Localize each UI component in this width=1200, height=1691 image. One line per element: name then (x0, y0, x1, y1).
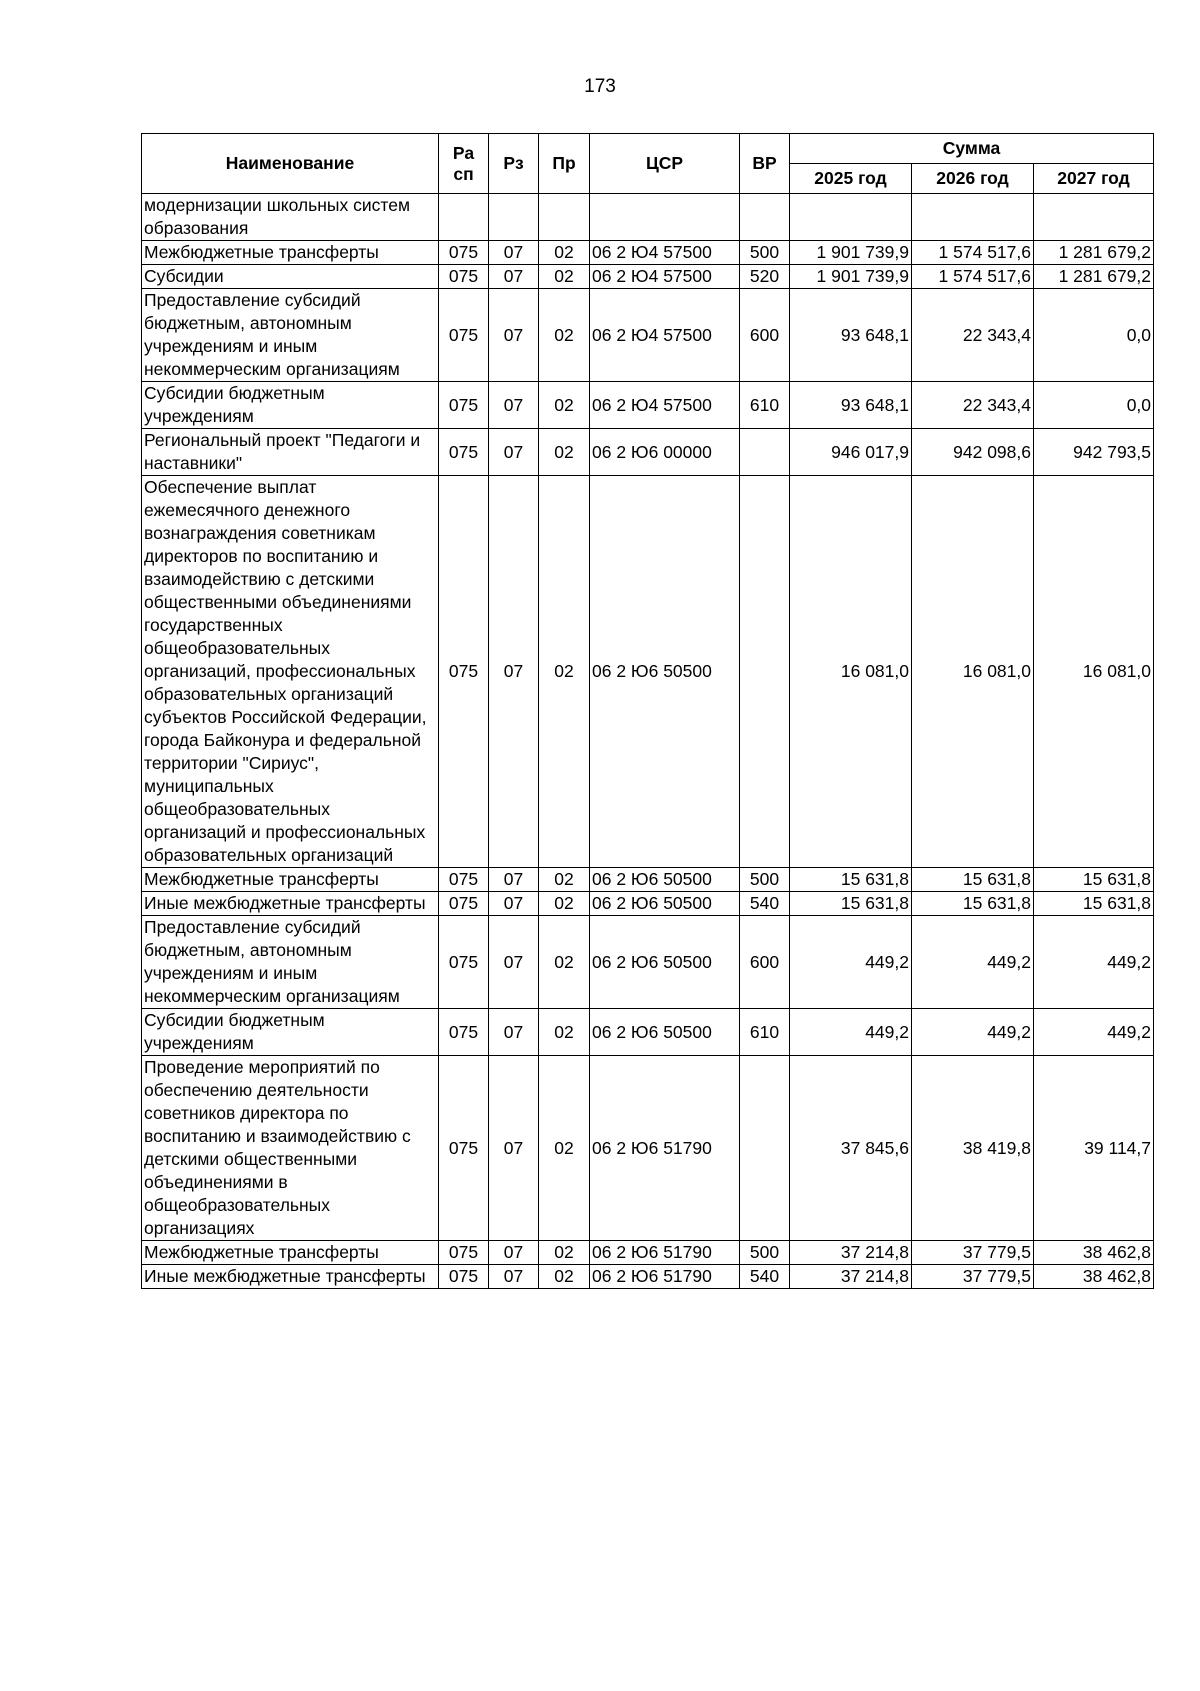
cell-vr: 500 (740, 241, 790, 265)
cell-vr: 500 (740, 868, 790, 892)
cell-name: Региональный проект "Педагоги и наставники" (142, 429, 439, 476)
cell-amount-2026: 1 574 517,6 (912, 265, 1034, 289)
cell-rasp: 075 (439, 241, 489, 265)
cell-rz: 07 (489, 241, 539, 265)
cell-vr (740, 429, 790, 476)
table-row (142, 241, 1154, 265)
table-row (142, 1009, 1154, 1056)
cell-rasp: 075 (439, 868, 489, 892)
header-pr: Пр (539, 134, 590, 194)
cell-csr: 06 2 Ю4 57500 (590, 289, 740, 382)
cell-amount-2025: 1 901 739,9 (790, 241, 912, 265)
cell-amount-2025: 449,2 (790, 1009, 912, 1056)
cell-amount-2025: 16 081,0 (790, 476, 912, 868)
header-year-2026: 2026 год (912, 164, 1034, 194)
cell-vr: 610 (740, 1009, 790, 1056)
cell-amount-2027: 16 081,0 (1034, 476, 1154, 868)
cell-csr (590, 194, 740, 241)
cell-amount-2025: 1 901 739,9 (790, 265, 912, 289)
cell-rz: 07 (489, 289, 539, 382)
cell-csr: 06 2 Ю6 51790 (590, 1056, 740, 1241)
cell-rasp: 075 (439, 1265, 489, 1289)
cell-amount-2026: 37 779,5 (912, 1241, 1034, 1265)
cell-amount-2027: 15 631,8 (1034, 892, 1154, 916)
cell-rz: 07 (489, 892, 539, 916)
cell-name: Предоставление субсидий бюджетным, автономным учреждениям и иным некоммерческим организациям (142, 916, 439, 1009)
cell-amount-2025: 37 214,8 (790, 1265, 912, 1289)
table-row (142, 868, 1154, 892)
cell-pr: 02 (539, 868, 590, 892)
cell-pr: 02 (539, 289, 590, 382)
cell-amount-2027: 39 114,7 (1034, 1056, 1154, 1241)
cell-name: Субсидии бюджетным учреждениям (142, 382, 439, 429)
cell-amount-2026: 22 343,4 (912, 382, 1034, 429)
cell-vr: 520 (740, 265, 790, 289)
cell-vr (740, 476, 790, 868)
cell-pr (539, 194, 590, 241)
cell-rz: 07 (489, 916, 539, 1009)
cell-amount-2026: 37 779,5 (912, 1265, 1034, 1289)
cell-amount-2027: 38 462,8 (1034, 1265, 1154, 1289)
cell-amount-2027: 449,2 (1034, 916, 1154, 1009)
cell-rz: 07 (489, 1009, 539, 1056)
header-rasp: Ра сп (439, 134, 489, 194)
cell-rasp: 075 (439, 1241, 489, 1265)
cell-amount-2027: 0,0 (1034, 382, 1154, 429)
cell-rz: 07 (489, 265, 539, 289)
cell-rz (489, 194, 539, 241)
cell-csr: 06 2 Ю6 50500 (590, 892, 740, 916)
cell-rasp: 075 (439, 1056, 489, 1241)
cell-amount-2026: 942 098,6 (912, 429, 1034, 476)
header-year-2027: 2027 год (1034, 164, 1154, 194)
cell-vr (740, 194, 790, 241)
cell-amount-2026: 15 631,8 (912, 892, 1034, 916)
header-name: Наименование (142, 134, 439, 194)
table-body (142, 194, 1154, 1289)
cell-rz: 07 (489, 382, 539, 429)
table-row (142, 916, 1154, 1009)
cell-rasp: 075 (439, 476, 489, 868)
cell-amount-2027: 15 631,8 (1034, 868, 1154, 892)
cell-amount-2027 (1034, 194, 1154, 241)
cell-name: Проведение мероприятий по обеспечению деятельности советников директора по воспитанию и взаимодействию с детскими общественными объединениями в общеобразовательных организациях (142, 1056, 439, 1241)
cell-amount-2026: 1 574 517,6 (912, 241, 1034, 265)
cell-vr: 500 (740, 1241, 790, 1265)
cell-rz: 07 (489, 429, 539, 476)
cell-name: Субсидии бюджетным учреждениям (142, 1009, 439, 1056)
cell-csr: 06 2 Ю6 50500 (590, 476, 740, 868)
cell-amount-2025: 37 214,8 (790, 1241, 912, 1265)
table-row (142, 892, 1154, 916)
budget-table (141, 133, 1154, 1289)
cell-amount-2026 (912, 194, 1034, 241)
cell-amount-2027: 38 462,8 (1034, 1241, 1154, 1265)
table-row (142, 194, 1154, 241)
table-row (142, 382, 1154, 429)
cell-pr: 02 (539, 1241, 590, 1265)
cell-vr: 600 (740, 289, 790, 382)
cell-csr: 06 2 Ю4 57500 (590, 265, 740, 289)
cell-vr: 540 (740, 1265, 790, 1289)
cell-name: Предоставление субсидий бюджетным, автономным учреждениям и иным некоммерческим организациям (142, 289, 439, 382)
cell-amount-2026: 449,2 (912, 1009, 1034, 1056)
cell-name: Иные межбюджетные трансферты (142, 892, 439, 916)
cell-amount-2025: 15 631,8 (790, 892, 912, 916)
cell-vr: 540 (740, 892, 790, 916)
header-year-2025: 2025 год (790, 164, 912, 194)
cell-vr (740, 1056, 790, 1241)
cell-vr: 610 (740, 382, 790, 429)
table-row (142, 476, 1154, 868)
cell-amount-2025: 946 017,9 (790, 429, 912, 476)
cell-rz: 07 (489, 1265, 539, 1289)
header-vr: ВР (740, 134, 790, 194)
cell-pr: 02 (539, 1056, 590, 1241)
cell-rasp: 075 (439, 429, 489, 476)
cell-amount-2027: 1 281 679,2 (1034, 241, 1154, 265)
cell-amount-2027: 0,0 (1034, 289, 1154, 382)
cell-rasp: 075 (439, 382, 489, 429)
cell-pr: 02 (539, 916, 590, 1009)
cell-name: Субсидии (142, 265, 439, 289)
cell-name: Межбюджетные трансферты (142, 1241, 439, 1265)
cell-amount-2026: 15 631,8 (912, 868, 1034, 892)
cell-amount-2025: 449,2 (790, 916, 912, 1009)
cell-csr: 06 2 Ю6 51790 (590, 1265, 740, 1289)
cell-amount-2025: 15 631,8 (790, 868, 912, 892)
cell-amount-2025: 93 648,1 (790, 382, 912, 429)
cell-pr: 02 (539, 1009, 590, 1056)
cell-pr: 02 (539, 429, 590, 476)
header-sum: Сумма (790, 134, 1154, 164)
cell-pr: 02 (539, 241, 590, 265)
table-row (142, 1265, 1154, 1289)
cell-name: модернизации школьных систем образования (142, 194, 439, 241)
cell-pr: 02 (539, 265, 590, 289)
table-row (142, 1056, 1154, 1241)
cell-amount-2027: 1 281 679,2 (1034, 265, 1154, 289)
cell-name: Обеспечение выплат ежемесячного денежного вознаграждения советникам директоров по воспитанию и взаимодействию с детскими общественными объединениями государственных общеобразовательных организаций, профессиональных образовательных организаций субъектов Российской Федерации, города Байконура и федеральной территории "Сириус", муниципальных общеобразовательных организаций и профессиональных образовательных организаций (142, 476, 439, 868)
cell-amount-2026: 38 419,8 (912, 1056, 1034, 1241)
table-row (142, 265, 1154, 289)
cell-pr: 02 (539, 1265, 590, 1289)
cell-rz: 07 (489, 1241, 539, 1265)
cell-pr: 02 (539, 892, 590, 916)
cell-rasp: 075 (439, 1009, 489, 1056)
cell-rasp (439, 194, 489, 241)
cell-csr: 06 2 Ю6 00000 (590, 429, 740, 476)
cell-amount-2025: 37 845,6 (790, 1056, 912, 1241)
cell-rz: 07 (489, 476, 539, 868)
cell-csr: 06 2 Ю6 50500 (590, 868, 740, 892)
table-header (142, 134, 1154, 194)
cell-amount-2026: 16 081,0 (912, 476, 1034, 868)
cell-pr: 02 (539, 382, 590, 429)
cell-vr: 600 (740, 916, 790, 1009)
cell-pr: 02 (539, 476, 590, 868)
cell-name: Иные межбюджетные трансферты (142, 1265, 439, 1289)
cell-amount-2025 (790, 194, 912, 241)
page-number: 173 (584, 76, 616, 97)
header-csr: ЦСР (590, 134, 740, 194)
cell-amount-2027: 942 793,5 (1034, 429, 1154, 476)
table-row (142, 289, 1154, 382)
cell-rasp: 075 (439, 289, 489, 382)
table-row (142, 429, 1154, 476)
cell-rasp: 075 (439, 265, 489, 289)
cell-amount-2027: 449,2 (1034, 1009, 1154, 1056)
cell-amount-2025: 93 648,1 (790, 289, 912, 382)
cell-csr: 06 2 Ю6 50500 (590, 1009, 740, 1056)
cell-name: Межбюджетные трансферты (142, 241, 439, 265)
header-rz: Рз (489, 134, 539, 194)
cell-csr: 06 2 Ю4 57500 (590, 382, 740, 429)
cell-rz: 07 (489, 1056, 539, 1241)
cell-csr: 06 2 Ю4 57500 (590, 241, 740, 265)
cell-amount-2026: 449,2 (912, 916, 1034, 1009)
cell-amount-2026: 22 343,4 (912, 289, 1034, 382)
cell-name: Межбюджетные трансферты (142, 868, 439, 892)
table-row (142, 1241, 1154, 1265)
cell-rasp: 075 (439, 916, 489, 1009)
cell-csr: 06 2 Ю6 50500 (590, 916, 740, 1009)
cell-csr: 06 2 Ю6 51790 (590, 1241, 740, 1265)
cell-rasp: 075 (439, 892, 489, 916)
cell-rz: 07 (489, 868, 539, 892)
